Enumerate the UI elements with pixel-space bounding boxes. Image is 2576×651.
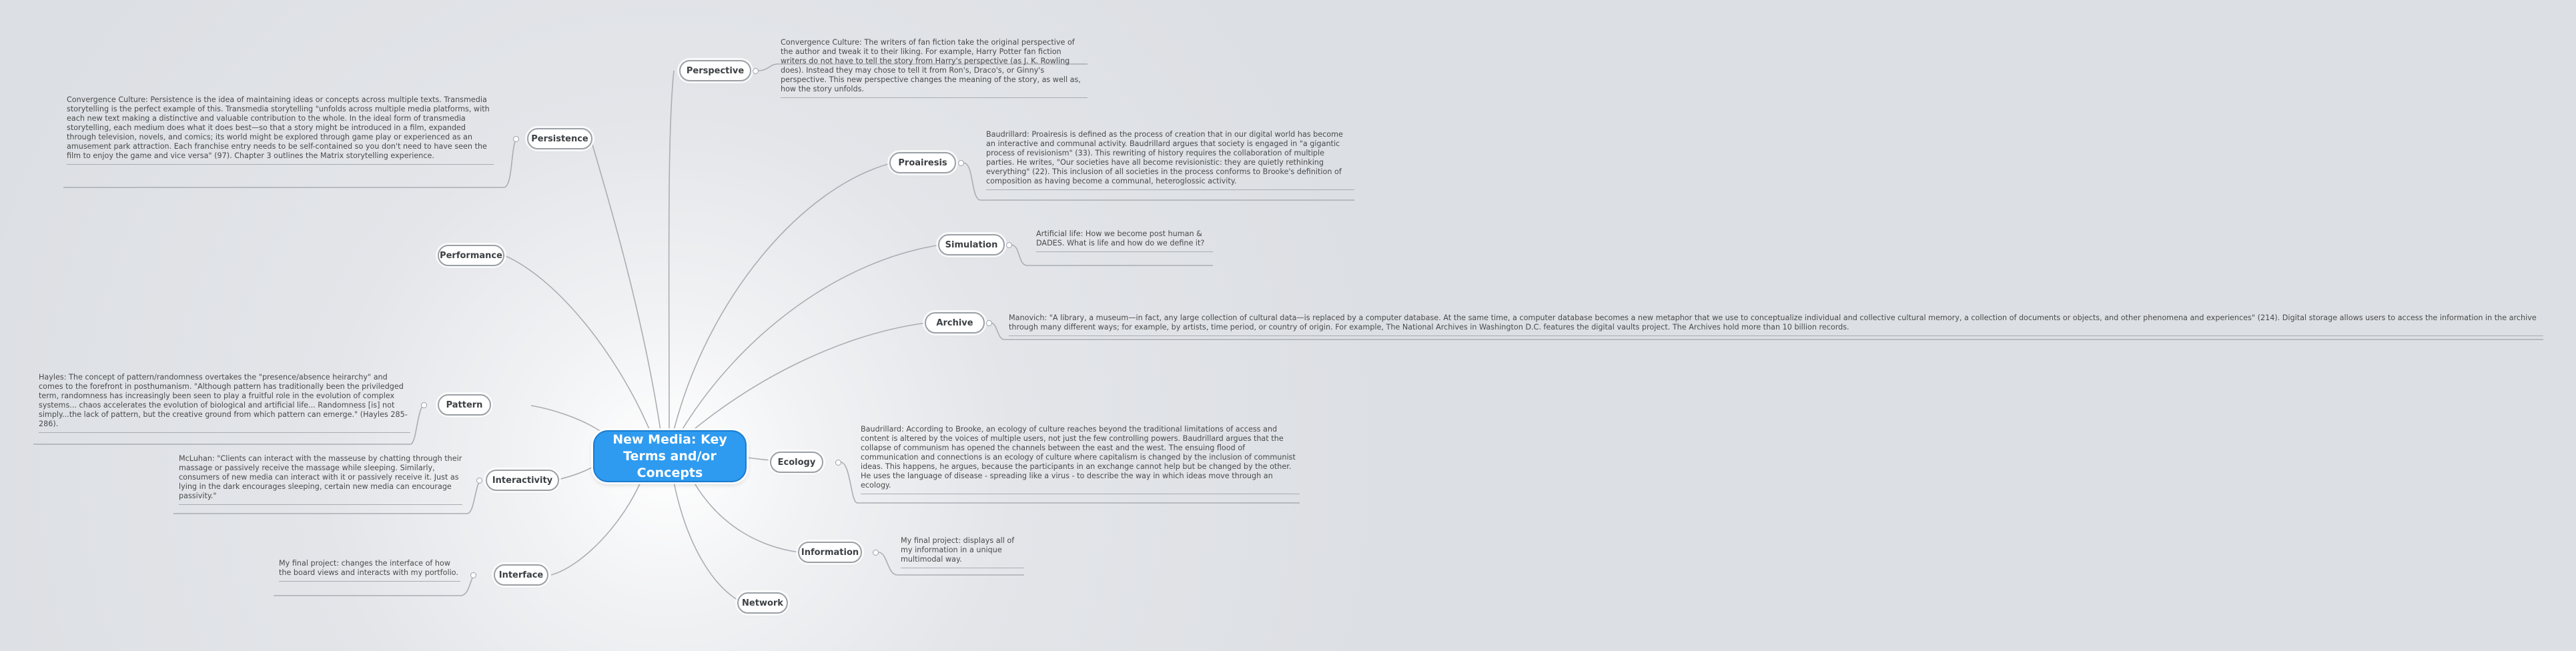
link-simulation — [681, 245, 941, 432]
link-interface — [551, 482, 640, 575]
note-ecology: Baudrillard: According to Brooke, an ecology of culture reaches beyond the traditional limitations of access and content is altered by the voices of multiple users, not just the few controlling powers. Baudrillard argues that the collapse of communism has opened the channels between the east and the west. The ensuing flood of communication and connections is an ecology of culture where capitalism is changed by the inclusion of communist ideas. This happens, he argues, because the participants in an exchange cannot help but be changed by the other. He uses the language of disease - spreading like a virus - to describe the way in which ideas move through an ecology. — [861, 425, 1300, 494]
note-interactivity: McLuhan: "Clients can interact with the masseuse by chatting through their massage or passively receive the massage while sleeping. Similarly, consumers of new media can interact with it or passively receive it. Just as lying in the dark encourages sleeping, certain new media can encourage passivity." — [179, 454, 462, 505]
collapse-knob-persistence[interactable] — [513, 136, 519, 142]
collapse-knob-pattern[interactable] — [421, 402, 427, 408]
link-performance — [504, 255, 651, 432]
node-information[interactable]: Information — [798, 542, 862, 563]
note-archive: Manovich: "A library, a museum—in fact, any large collection of cultural data—is replaced by a computer database. At the same time, a computer database becomes a new metaphor that we use to conceptualize individual and collective cultural memory, a collection of documents or objects, and other phenomena and experiences" (214). Digital storage allows users to access the information in the archive through many different ways; for example, by artists, time period, or country of origin. For example, The National Archives in Washington D.C. features the digital vaults project. The Archives hold more than 10 billion records. — [1009, 313, 2543, 336]
note-pattern: Hayles: The concept of pattern/randomness overtakes the "presence/absence heirarchy" and comes to the forefront in posthumanism. "Although pattern has traditionally been the priviledged term, randomness has increasingly been seen to play a fruitful role in the evolution of complex systems... chaos accelerates the evolution of biological and artificial life... Randomness [is] not simply...the lack of pattern, but the creative ground from which pattern can emerge." (Hayles 285-286). — [39, 373, 410, 433]
note-interface: My final project: changes the interface of how the board views and interacts with my portfolio. — [279, 559, 460, 582]
note-perspective: Convergence Culture: The writers of fan fiction take the original perspective of the author and tweak it to their liking. For example, Harry Potter fan fiction writers do not have to tell the story from Harry's perspective (as J. K. Rowling does). Instead they may chose to tell it from Ron's, Draco's, or Ginny's perspective. This new perspective changes the meaning of the story, as well as, how the story unfolds. — [781, 38, 1088, 98]
collapse-knob-interactivity[interactable] — [476, 478, 482, 484]
link-perspective — [669, 71, 674, 430]
note-persistence: Convergence Culture: Persistence is the idea of maintaining ideas or concepts across multiple texts. Transmedia storytelling is the perfect example of this. Transmedia storytelling "unfolds across multiple media platforms, with each new text making a distinctive and valuable contribution to the whole. In the ideal form of transmedia storytelling, each medium does what it does best—so that a story might be introduced in a film, expanded through television, novels, and comics; its world might be explored through game play or experienced as an amusement park attraction. Each franchise entry needs to be self-contained so you don't need to have seen the film to enjoy the game and vice versa" (97). Chapter 3 outlines the Matrix storytelling experience. — [67, 95, 494, 165]
node-perspective[interactable]: Perspective — [679, 60, 751, 81]
note-information: My final project: displays all of my information in a unique multimodal way. — [901, 536, 1024, 568]
node-proairesis[interactable]: Proairesis — [889, 152, 956, 173]
link-pattern — [531, 406, 604, 434]
collapse-knob-interface[interactable] — [470, 572, 476, 578]
node-performance[interactable]: Performance — [438, 245, 504, 266]
collapse-knob-ecology[interactable] — [835, 460, 841, 466]
node-interface[interactable]: Interface — [494, 564, 548, 586]
node-persistence[interactable]: Persistence — [527, 128, 592, 149]
link-proairesis — [674, 163, 893, 430]
collapse-knob-perspective[interactable] — [753, 68, 759, 74]
note-proairesis: Baudrillard: Proairesis is defined as the process of creation that in our digital world has become an interactive and communal activity. Baudrillard argues that society is engaged in "a gigantic process of revisionism" (33). This rewriting of history requires the collaboration of multiple parties. He writes, "Our societies have all become revisionistic: they are quietly rethinking everything" (22). This inclusion of all societies in the process conforms to Brooke's definition of composition as having become a communal, heteroglossic activity. — [986, 130, 1354, 190]
collapse-knob-proairesis[interactable] — [958, 160, 964, 166]
node-network[interactable]: Network — [737, 592, 788, 614]
link-interactivity — [555, 467, 593, 480]
link-information — [694, 482, 799, 552]
note-simulation: Artificial life: How we become post human & DADES. What is life and how do we define it? — [1036, 229, 1213, 252]
link-network — [674, 482, 741, 602]
link-archive — [687, 323, 926, 435]
node-archive[interactable]: Archive — [925, 312, 985, 334]
collapse-knob-archive[interactable] — [986, 320, 992, 326]
node-interactivity[interactable]: Interactivity — [486, 470, 559, 491]
collapse-knob-information[interactable] — [873, 550, 879, 556]
central-topic[interactable]: New Media: Key Terms and/or Concepts — [593, 430, 747, 482]
node-pattern[interactable]: Pattern — [438, 394, 491, 416]
link-persistence — [591, 140, 661, 430]
collapse-knob-simulation[interactable] — [1006, 242, 1012, 248]
node-ecology[interactable]: Ecology — [770, 452, 823, 473]
node-simulation[interactable]: Simulation — [938, 234, 1005, 255]
